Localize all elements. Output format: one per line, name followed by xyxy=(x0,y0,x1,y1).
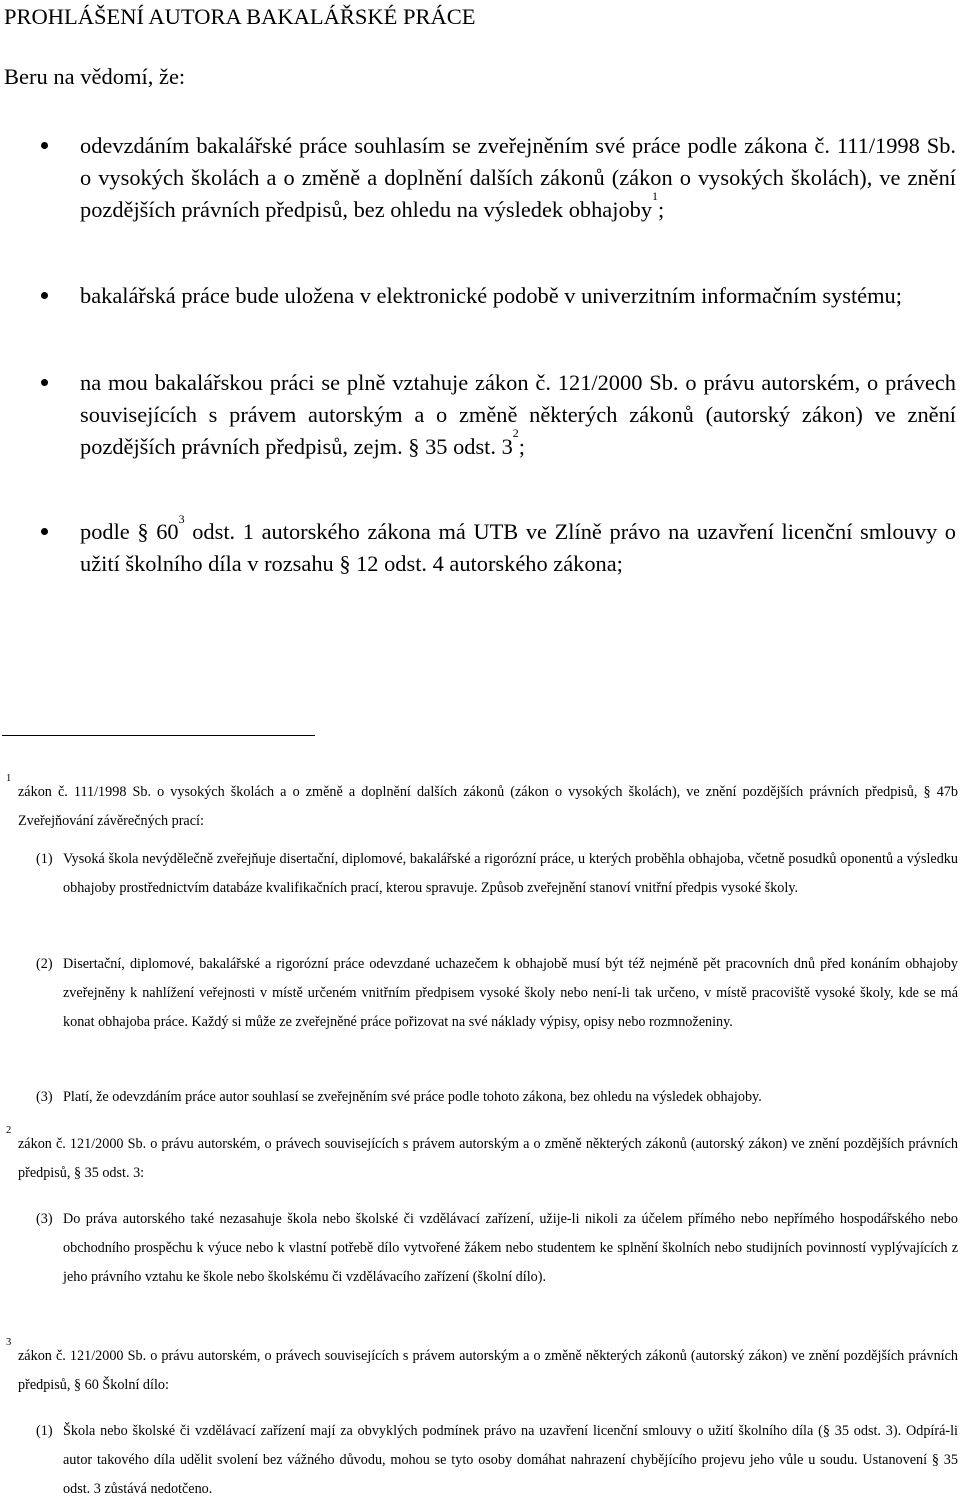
bullet-text: odevzdáním bakalářské práce souhlasím se zveřejněním své práce podle zákona č. 111/1998 Sb. o vysokých školách a o změně a doplnění dalších zákonů (zákon o vysokých školách), ve znění pozdějších právních předpisů, bez ohledu na výsledek obhajoby xyxy=(80,133,956,222)
list-item xyxy=(80,511,956,580)
footnote-paragraph xyxy=(36,1205,958,1293)
paragraph-number: (3) xyxy=(36,1089,53,1105)
list-item xyxy=(80,280,956,312)
intro-text: Beru na vědomí, že: xyxy=(4,64,186,89)
list-item xyxy=(80,367,956,462)
footnote-2 xyxy=(6,1125,958,1188)
footnote-ref: 2 xyxy=(512,426,519,441)
paragraph-text: Škola nebo školské či vzdělávací zařízení mají za obvyklých podmínek právo na uzavření licenční smlouvy o užití školního díla (§ 35 odst. 3). Odpírá-li autor takového díla udělit svolení bez vážného důvodu, mohou se tyto osoby domáhat nahrazení chybějícího projevu jeho vůle u soudu. Ustanovení § 35 odst. 3 zůstává nedotčeno. xyxy=(63,1423,958,1498)
footnote-paragraph xyxy=(36,845,958,903)
bullet-text-end: ; xyxy=(658,196,665,222)
footnote-mark: 1 xyxy=(6,773,12,784)
footnote-text: zákon č. 121/2000 Sb. o právu autorském, o právech souvisejících s právem autorským a o změně některých zákonů (autorský zákon) ve znění pozdějších právních předpisů, § 60 Školní dílo: xyxy=(18,1348,958,1393)
paragraph-number: (1) xyxy=(36,851,53,867)
footnote-text: zákon č. 111/1998 Sb. o vysokých školách a o změně a doplnění dalších zákonů (zákon o vysokých školách), ve znění pozdějších právních předpisů, § 47b Zveřejňování závěrečných prací: xyxy=(18,784,958,829)
footnote-paragraph xyxy=(36,950,958,1038)
paragraph-number: (3) xyxy=(36,1211,53,1227)
footnote-text: zákon č. 121/2000 Sb. o právu autorském, o právech souvisejících s právem autorským a o změně některých zákonů (autorský zákon) ve znění pozdějších právních předpisů, § 35 odst. 3: xyxy=(18,1136,958,1181)
paragraph-text: Disertační, diplomové, bakalářské a rigorózní práce odevzdané uchazečem k obhajobě musí být též nejméně pět pracovních dnů před konáním obhajoby zveřejněny k nahlížení veřejnosti v místě určeném vnitřním předpisem vysoké školy nebo není-li tak určeno, v místě pracoviště vysoké školy, kde se má konat obhajoba práce. Každý si může ze zveřejněné práce pořizovat na své náklady výpisy, opisy nebo rozmnoženiny. xyxy=(63,956,958,1031)
paragraph-text: Vysoká škola nevýdělečně zveřejňuje disertační, diplomové, bakalářské a rigorózní práce, u kterých proběhla obhajoba, včetně posudků oponentů a výsledku obhajoby prostřednictvím databáze kvalifikačních prací, kterou spravuje. Způsob zveřejnění stanoví vnitřní předpis vysoké školy. xyxy=(63,851,958,897)
paragraph-number: (1) xyxy=(36,1423,53,1439)
footnote-ref: 3 xyxy=(178,511,185,526)
paragraph-text: Do práva autorského také nezasahuje škola nebo školské či vzdělávací zařízení, užije-li nikoli za účelem přímého nebo nepřímého hospodářského nebo obchodního prospěchu k výuce nebo k vlastní potřebě dílo vytvořené žákem nebo studentem ke splnění školních nebo studijních povinností vyplývajících z jeho právního vztahu ke škole nebo školskému či vzdělávacího zařízení (školní dílo). xyxy=(63,1211,958,1286)
bullet-icon xyxy=(41,142,48,149)
footnote-paragraph xyxy=(36,1417,958,1505)
footnote-3 xyxy=(6,1337,958,1400)
bullet-text-end: ; xyxy=(518,433,526,459)
bullet-text: bakalářská práce bude uložena v elektronické podobě v univerzitním informačním systému; xyxy=(80,283,902,308)
bullet-icon xyxy=(41,528,48,535)
bullet-icon xyxy=(41,379,48,386)
document-title: PROHLÁŠENÍ AUTORA BAKALÁŘSKÉ PRÁCE xyxy=(4,4,476,29)
footnote-mark: 2 xyxy=(6,1125,12,1136)
footnote-1 xyxy=(6,773,958,836)
footnote-separator xyxy=(2,735,315,736)
bullet-text: na mou bakalářskou práci se plně vztahuje zákon č. 121/2000 Sb. o právu autorském, o právech souvisejících s právem autorským a o změně některých zákonů (autorský zákon) ve znění pozdějších právních předpisů, zejm. § 35 odst. 3 xyxy=(80,370,956,459)
paragraph-text: Platí, že odevzdáním práce autor souhlasí se zveřejněním své práce podle tohoto zákona, bez ohledu na výsledek obhajoby. xyxy=(63,1089,762,1105)
paragraph-number: (2) xyxy=(36,956,53,972)
footnote-mark: 3 xyxy=(6,1337,12,1348)
bullet-icon xyxy=(41,292,48,299)
footnote-paragraph xyxy=(36,1083,958,1112)
bullet-text: podle § 60 xyxy=(80,519,179,544)
list-item xyxy=(80,130,956,225)
footnote-ref: 1 xyxy=(652,189,659,204)
bullet-text-end: odst. 1 autorského zákona má UTB ve Zlíně právo na uzavření licenční smlouvy o užití školního díla v rozsahu § 12 odst. 4 autorského zákona; xyxy=(80,519,956,576)
